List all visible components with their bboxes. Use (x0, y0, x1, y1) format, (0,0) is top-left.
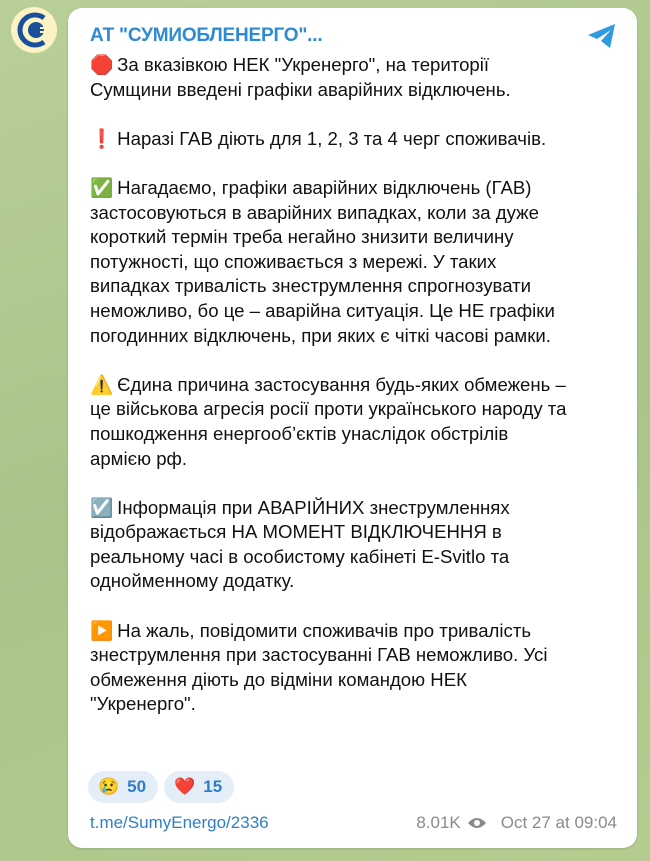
text-line (90, 668, 630, 693)
emoji-icon: ☑️ (90, 496, 114, 518)
line-text: Наразі ГАВ діють для 1, 2, 3 та 4 черг споживачів. (117, 127, 547, 149)
message-paragraph (90, 373, 630, 471)
line-text: погодинних відключень, при яких є чіткі часові рамки. (90, 324, 551, 346)
text-line (90, 201, 630, 226)
text-line (90, 373, 630, 398)
line-text: потужності, що споживається з мережі. У таких (90, 250, 497, 272)
line-text: це військова агресія росії проти українського народу та (90, 398, 567, 420)
message-bubble (68, 8, 637, 848)
text-line (90, 274, 630, 299)
message-paragraph (90, 53, 630, 102)
text-line (90, 127, 630, 152)
channel-avatar[interactable] (11, 7, 57, 53)
text-line (90, 53, 630, 78)
reaction-button[interactable] (164, 771, 234, 803)
emoji-icon: ❗ (90, 127, 114, 149)
text-line (90, 397, 630, 422)
line-text: армією рф. (90, 447, 187, 469)
line-text: Нагадаємо, графіки аварійних відключень (ГАВ) (117, 176, 532, 198)
text-line (90, 496, 630, 521)
message-paragraph (90, 496, 630, 594)
line-text: Інформація при АВАРІЙНИХ знеструмленнях (117, 496, 510, 518)
line-text: відображається НА МОМЕНТ ВІДКЛЮЧЕННЯ в (90, 521, 502, 543)
message-footer (90, 813, 617, 833)
line-text: короткий термін треба негайно знизити величину (90, 226, 514, 248)
text-line (90, 176, 630, 201)
text-line (90, 619, 630, 644)
line-text: Сумщини введені графіки аварійних відключень. (90, 78, 511, 100)
line-text: знеструмлення при застосуванні ГАВ неможливо. Усі (90, 644, 548, 666)
text-line (90, 569, 630, 594)
view-count: 8.01K (416, 813, 461, 832)
telegram-share-icon[interactable] (587, 23, 617, 54)
message-text (90, 53, 630, 742)
text-line (90, 250, 630, 275)
line-text: однойменному додатку. (90, 570, 295, 592)
message-paragraph (90, 176, 630, 348)
line-text: Єдина причина застосування будь-яких обмежень – (117, 373, 566, 395)
text-line (90, 78, 630, 103)
message-paragraph (90, 619, 630, 717)
line-text: На жаль, повідомити споживачів про тривалість (117, 619, 532, 641)
line-text: застосовуються в аварійних випадках, коли за дуже (90, 201, 539, 223)
line-text: пошкодження енергооб’єктів унаслідок обстрілів (90, 422, 509, 444)
reactions-bar (88, 771, 234, 803)
emoji-icon: 🛑 (90, 54, 114, 75)
eye-icon (467, 816, 487, 830)
line-text: випадках тривалість знеструмлення спрогнозувати (90, 275, 532, 297)
text-line (90, 447, 630, 472)
reaction-count: 50 (127, 777, 147, 796)
text-line (90, 643, 630, 668)
emoji-icon: ✅ (90, 176, 114, 198)
reaction-emoji-icon: ❤️ (174, 777, 196, 796)
company-logo-icon (14, 10, 54, 50)
reaction-emoji-icon: 😢 (98, 777, 120, 796)
emoji-icon: ⚠️ (90, 373, 114, 395)
channel-title[interactable]: АТ "СУМИОБЛЕНЕРГО"... (90, 25, 323, 46)
message-paragraph (90, 127, 630, 152)
line-text: "Укренерго". (90, 693, 196, 715)
text-line (90, 520, 630, 545)
text-line (90, 545, 630, 570)
text-line (90, 299, 630, 324)
reaction-button[interactable] (88, 771, 158, 803)
line-text: обмеження діють до відміни командою НЕК (90, 668, 467, 690)
emoji-icon: ▶️ (90, 619, 114, 641)
text-line (90, 324, 630, 349)
post-link[interactable]: t.me/SumyEnergo/2336 (90, 813, 269, 832)
reaction-count: 15 (203, 777, 223, 796)
message-date: Oct 27 at 09:04 (500, 813, 617, 832)
line-text: реальному часі в особистому кабінеті E-Svitlo та (90, 545, 510, 567)
text-line (90, 422, 630, 447)
text-line (90, 692, 630, 717)
text-line (90, 225, 630, 250)
line-text: неможливо, бо це – аварійна ситуація. Це НЕ графіки (90, 299, 555, 321)
line-text: За вказівкою НЕК "Укренерго", на території (117, 54, 490, 75)
